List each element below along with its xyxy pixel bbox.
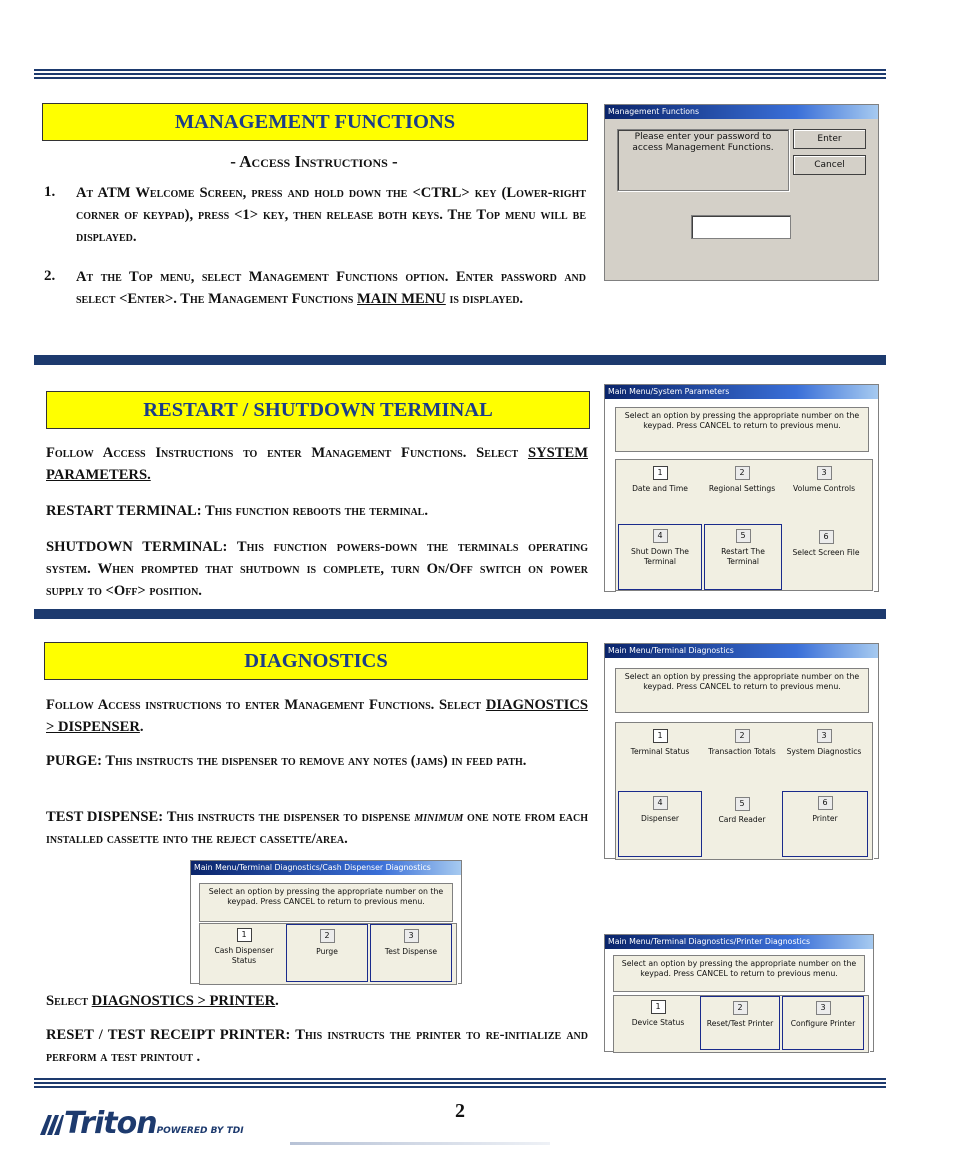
option-printer[interactable]: 6 Printer [782,791,868,857]
section-divider-1 [34,355,886,365]
password-input[interactable] [691,215,791,239]
terminal-diagnostics-screen [604,643,879,859]
option-reset-test-printer[interactable]: 2 Reset/Test Printer [700,996,780,1050]
restart-title: RESTART / SHUTDOWN TERMINAL [46,391,590,429]
management-title: MANAGEMENT FUNCTIONS [42,103,588,141]
option-terminal-status[interactable]: 1 Terminal Status [630,731,690,756]
diagnostics-title: DIAGNOSTICS [44,642,588,680]
step-2-text: At the Top menu, select Management Functions option. Enter password and select <Enter>. The Management Functions MAIN MENU is displayed. [76,269,586,307]
section-divider-2 [34,609,886,619]
option-transaction-totals[interactable]: 2 Transaction Totals [708,731,776,756]
dialog-message: Please enter your password to access Management Functions. [632,132,774,153]
bottom-rule [34,1078,886,1088]
purge-text: PURGE: This instructs the dispenser to remove any notes (jams) in feed path. [46,753,527,769]
cash-dispenser-message: Select an option by pressing the appropriate number on the keypad. Press CANCEL to return to previous menu. [199,883,453,922]
enter-button[interactable]: Enter [793,129,866,149]
system-parameters-title: Main Menu/System Parameters [605,385,878,399]
terminal-diagnostics-message: Select an option by pressing the appropriate number on the keypad. Press CANCEL to return to previous menu. [615,668,869,713]
printer-diagnostics-message: Select an option by pressing the appropriate number on the keypad. Press CANCEL to return to previous menu. [613,955,865,992]
brand-tagline: POWERED BY TDI [156,1126,244,1136]
dialog-title: Management Functions [605,105,878,119]
shutdown-terminal-text: SHUTDOWN TERMINAL: This function powers-down the terminals operating system. When prompted that shutdown is complete, turn On/Off switch on power supply to <Off> position. [46,539,588,599]
option-configure-printer[interactable]: 3 Configure Printer [782,996,864,1050]
dialog-message-box [617,129,789,191]
option-volume-controls[interactable]: 3 Volume Controls [792,468,856,493]
page-number: 2 [455,1100,465,1122]
terminal-diagnostics-title: Main Menu/Terminal Diagnostics [605,644,878,658]
option-regional-settings[interactable]: 2 Regional Settings [708,468,776,493]
step-1-text: At ATM Welcome Screen, press and hold down the <CTRL> key (Lower-right corner of keypad), press <1> key, then release both keys. The Top menu will be displayed. [76,185,587,245]
option-dispenser[interactable]: 4 Dispenser [618,791,702,857]
option-date-and-time[interactable]: 1 Date and Time [632,468,688,493]
option-device-status[interactable]: 1 Device Status [631,1002,685,1027]
option-restart-terminal[interactable]: 5 Restart The Terminal [704,524,782,590]
printer-select-text: Select DIAGNOSTICS > PRINTER. [46,993,279,1009]
footer-swoosh [290,1142,550,1145]
system-parameters-grid [615,459,873,591]
terminal-diagnostics-grid [615,722,873,860]
cash-dispenser-title: Main Menu/Terminal Diagnostics/Cash Dispenser Diagnostics [191,861,461,875]
access-subtitle: - Access Instructions - [230,152,398,171]
step-1-number: 1. [44,184,56,200]
test-dispense-text: TEST DISPENSE: This instructs the dispenser to dispense minimum one note from each installed cassette into the reject cassette/area. [46,809,588,847]
restart-terminal-text: RESTART TERMINAL: This function reboots the terminal. [46,503,428,519]
option-cash-dispenser-status[interactable]: 1 Cash Dispenser Status [214,930,274,965]
triton-logo [38,1106,244,1141]
option-purge[interactable]: 2 Purge [286,924,368,982]
system-parameters-message: Select an option by pressing the appropriate number on the keypad. Press CANCEL to return to previous menu. [615,407,869,452]
brand-name: Triton [64,1106,157,1141]
printer-diagnostics-title: Main Menu/Terminal Diagnostics/Printer Diagnostics [605,935,873,949]
option-select-screen-file[interactable]: 6 Select Screen File [792,532,860,557]
restart-intro: Follow Access Instructions to enter Management Functions. Select SYSTEM PARAMETERS. [46,445,588,483]
cash-dispenser-grid [199,923,457,985]
management-dialog [604,104,879,281]
triton-mark-icon [38,1113,64,1137]
printer-diagnostics-grid [613,995,869,1053]
top-rule [34,69,886,79]
reset-printer-text: RESET / TEST RECEIPT PRINTER: This instructs the printer to re-initialize and perform a test printout . [46,1027,588,1065]
cancel-button[interactable]: Cancel [793,155,866,175]
option-test-dispense[interactable]: 3 Test Dispense [370,924,452,982]
option-card-reader[interactable]: 5 Card Reader [718,799,766,824]
system-parameters-screen [604,384,879,592]
cash-dispenser-screen [190,860,462,984]
diagnostics-intro: Follow Access instructions to enter Management Functions. Select DIAGNOSTICS > DISPENSER. [46,697,588,735]
step-2-number: 2. [44,268,56,284]
option-system-diagnostics[interactable]: 3 System Diagnostics [786,731,862,756]
printer-diagnostics-screen [604,934,874,1052]
option-shut-down-terminal[interactable]: 4 Shut Down The Terminal [618,524,702,590]
